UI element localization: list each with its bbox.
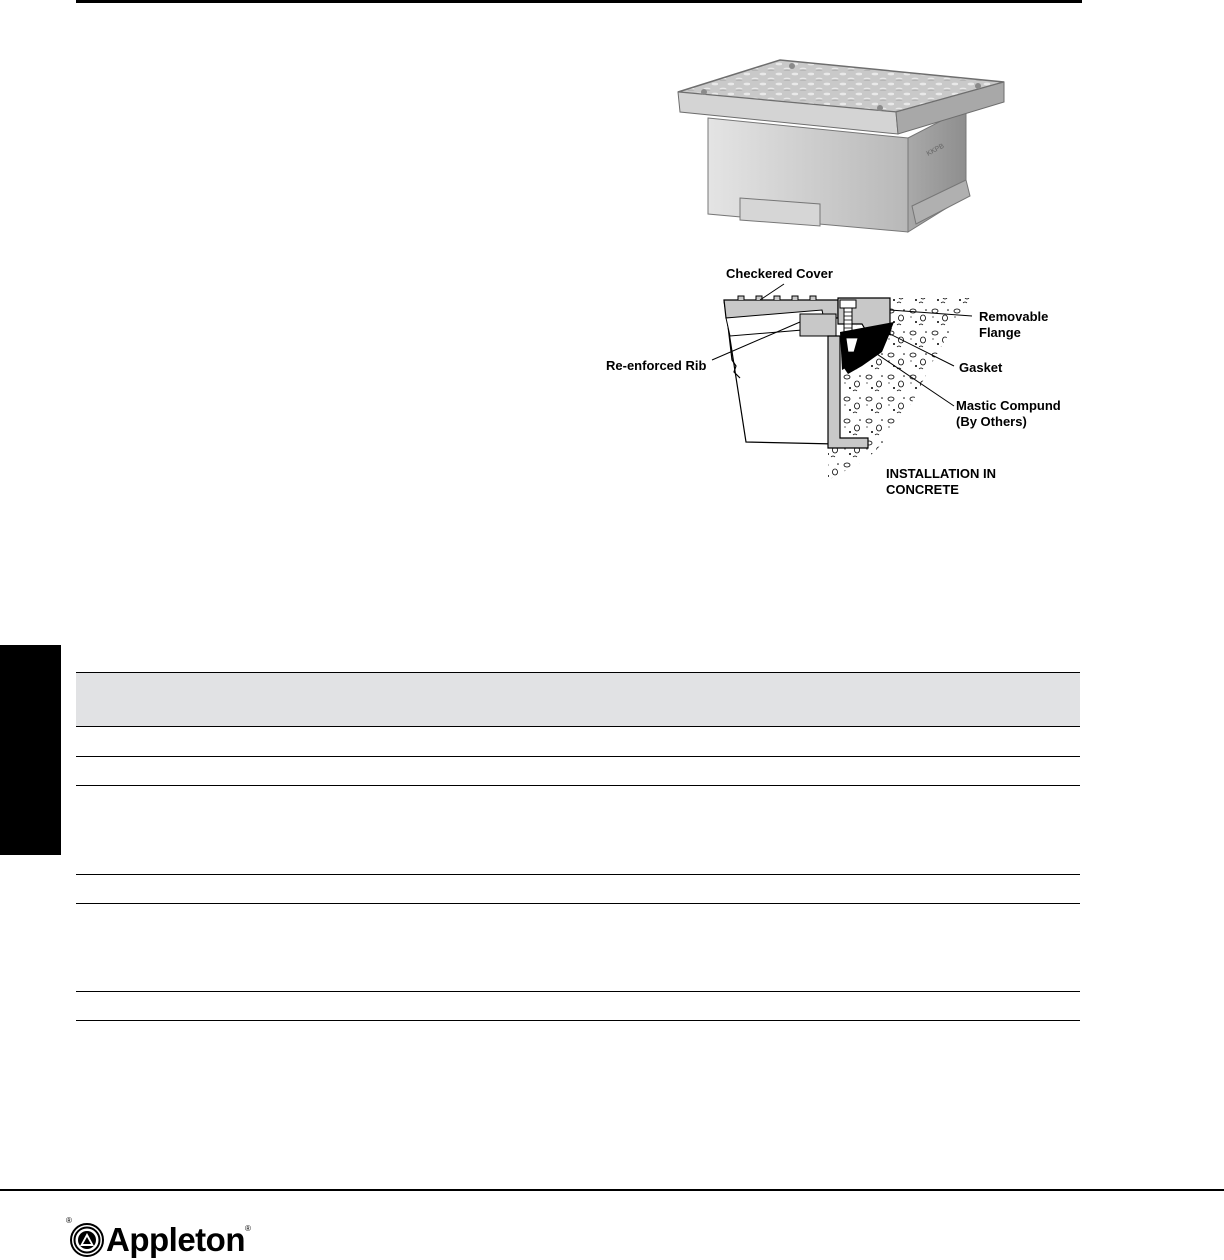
footer-rule	[0, 1189, 1224, 1191]
label-mastic-2: (By Others)	[956, 414, 1027, 429]
label-removable-flange-2: Flange	[979, 325, 1021, 340]
table-row	[76, 786, 1080, 875]
svg-text:KKPB: KKPB	[925, 142, 946, 158]
label-installation-2: CONCRETE	[886, 482, 959, 497]
table-header	[76, 672, 1080, 727]
label-removable-flange-1: Removable	[979, 309, 1049, 324]
label-reinforced-rib: Re-enforced Rib	[606, 358, 707, 373]
table-row	[76, 992, 1080, 1021]
product-photo	[670, 46, 1010, 246]
installation-diagram	[600, 262, 1080, 502]
section-side-tab	[0, 645, 61, 855]
label-mastic-1: Mastic Compund	[956, 398, 1061, 413]
label-checkered-cover: Checkered Cover	[726, 266, 833, 281]
table-row	[76, 757, 1080, 786]
table-row	[76, 904, 1080, 992]
table-row	[76, 727, 1080, 757]
spec-table	[76, 672, 1080, 1021]
label-gasket: Gasket	[959, 360, 1003, 375]
logo-registered-mark-left: ®	[66, 1216, 72, 1225]
table-row	[76, 875, 1080, 904]
top-rule	[76, 0, 1082, 3]
logo-registered-mark: ®	[244, 1223, 251, 1233]
appleton-emblem-icon	[70, 1223, 104, 1257]
appleton-logo	[66, 1216, 251, 1260]
brand-name: Appleton	[106, 1221, 245, 1258]
label-installation-1: INSTALLATION IN	[886, 466, 997, 481]
